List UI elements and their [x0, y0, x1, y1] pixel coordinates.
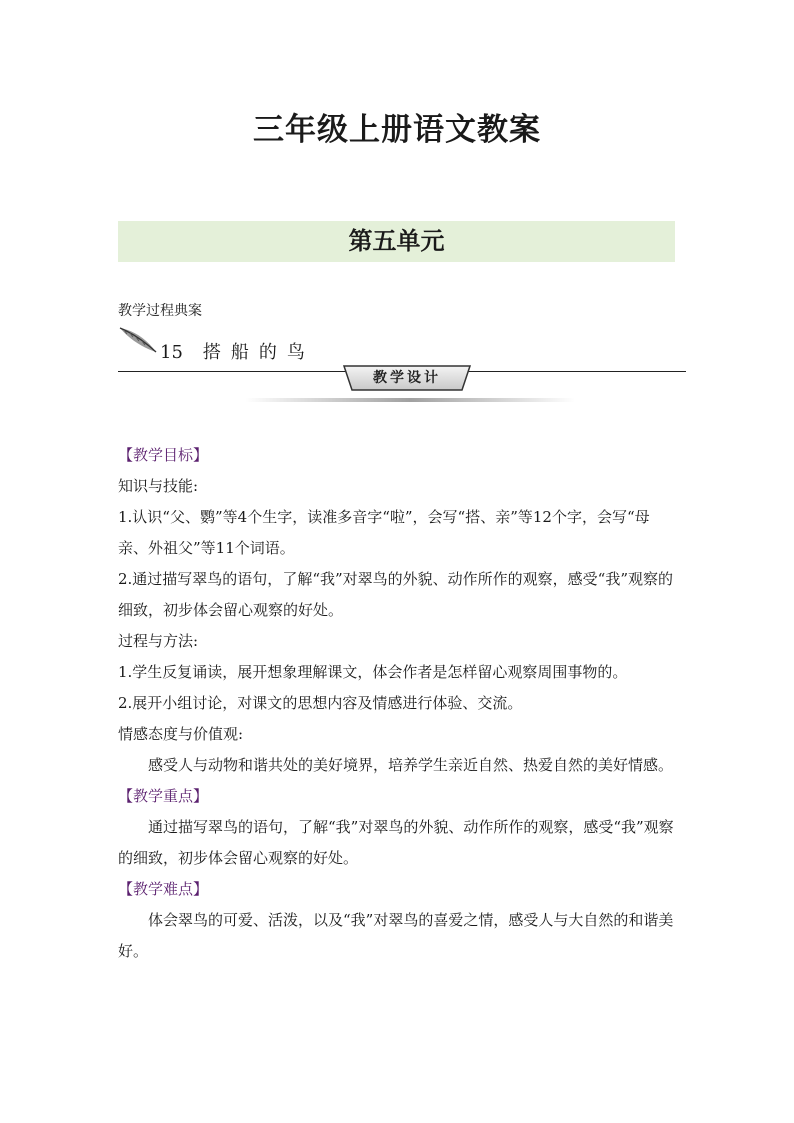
lesson-number: 15 — [160, 342, 183, 363]
process-label: 过程与方法: — [118, 632, 199, 650]
lesson-title — [160, 338, 315, 364]
process-item-2: 2.展开小组讨论，对课文的思想内容及情感进行体验、交流。 — [118, 694, 523, 712]
quill-icon — [118, 324, 160, 356]
lesson-name: 搭船的鸟 — [202, 342, 315, 363]
emotion-text: 感受人与动物和谐共处的美好境界，培养学生亲近自然、热爱自然的美好情感。 — [148, 756, 674, 774]
knowledge-item-1: 1.认识“父、鹦”等4个生字，读准多音字“啦”，会写“搭、亲”等12个字，会写“母亲、外祖父”等11个词语。 — [118, 508, 650, 557]
knowledge-label: 知识与技能: — [118, 477, 199, 495]
emotion-label: 情感态度与价值观: — [118, 725, 244, 743]
lesson-content — [118, 440, 678, 967]
difficulties-heading: 【教学难点】 — [118, 880, 209, 898]
tab-shadow — [245, 398, 575, 402]
knowledge-item-2: 2.通过描写翠鸟的语句，了解“我”对翠鸟的外貌、动作所作的观察，感受“我”观察的细致，初步体会留心观察的好处。 — [118, 570, 673, 619]
key-points-text: 通过描写翠鸟的语句，了解“我”对翠鸟的外貌、动作所作的观察，感受“我”观察的细致，初步体会留心观察的好处。 — [118, 818, 674, 867]
design-tab — [340, 364, 474, 392]
document-title: 三年级上册语文教案 — [253, 112, 541, 148]
section-label: 教学过程典案 — [118, 303, 202, 319]
objectives-heading: 【教学目标】 — [118, 446, 209, 464]
difficulties-text: 体会翠鸟的可爱、活泼，以及“我”对翠鸟的喜爱之情，感受人与大自然的和谐美好。 — [118, 911, 674, 960]
unit-banner: 第五单元 — [118, 221, 675, 262]
key-points-heading: 【教学重点】 — [118, 787, 209, 805]
design-tab-label: 教学设计 — [373, 370, 441, 386]
process-item-1: 1.学生反复诵读，展开想象理解课文，体会作者是怎样留心观察周围事物的。 — [118, 663, 628, 681]
